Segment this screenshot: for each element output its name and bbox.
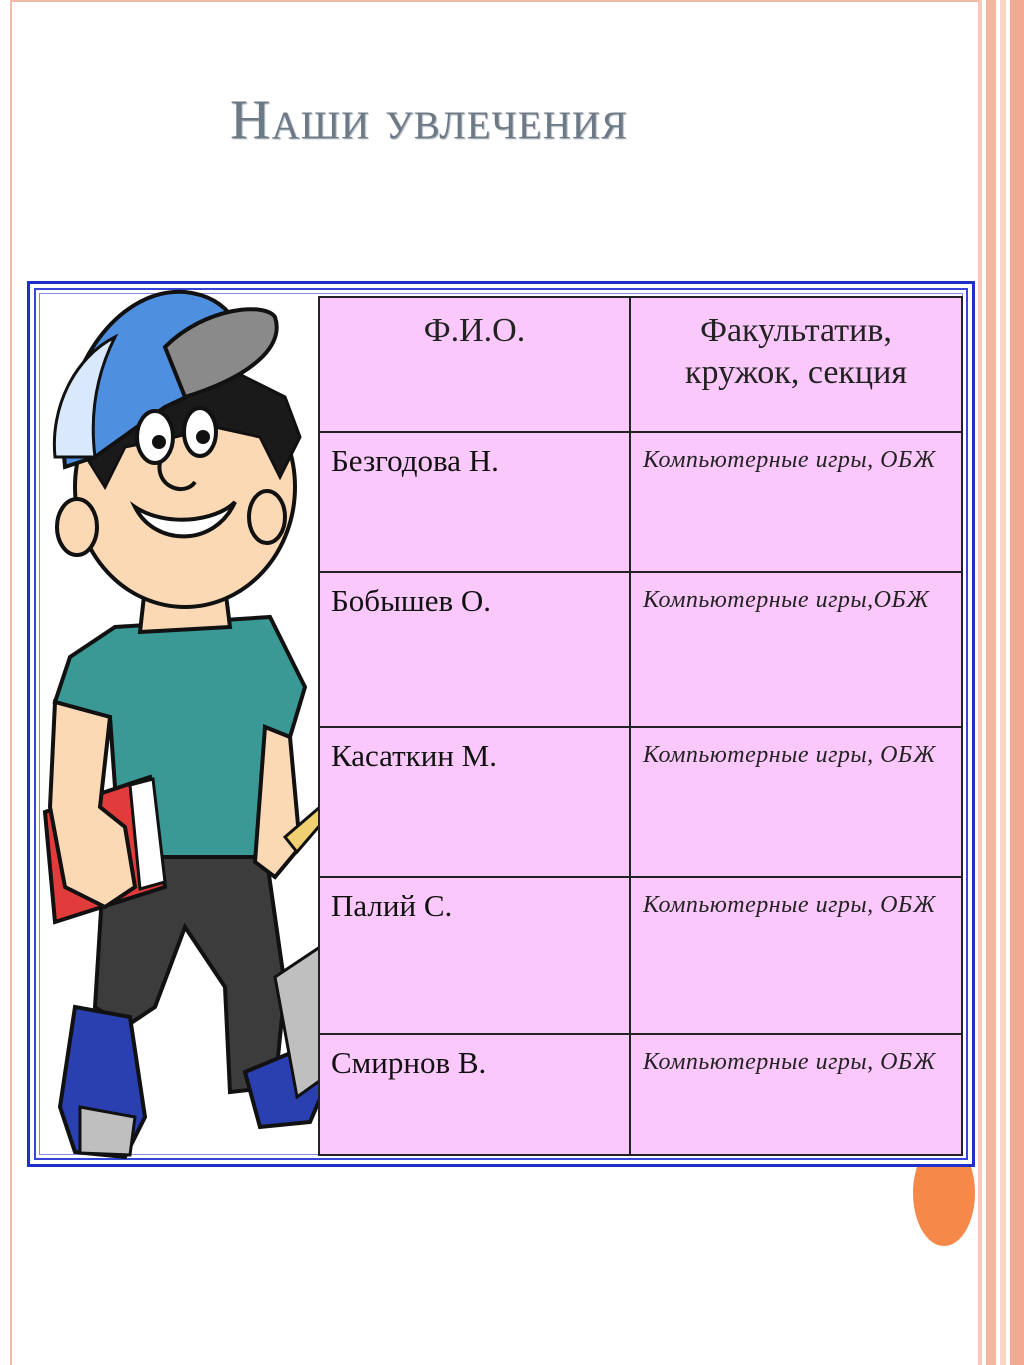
student-hobby: Компьютерные игры, ОБЖ	[630, 727, 962, 877]
table-row	[319, 1034, 962, 1155]
student-name: Бобышев О.	[319, 572, 630, 727]
table-row	[319, 727, 962, 877]
student-name: Палий С.	[319, 877, 630, 1034]
student-hobby: Компьютерные игры,ОБЖ	[630, 572, 962, 727]
student-hobby: Компьютерные игры, ОБЖ	[630, 877, 962, 1034]
frame-top-line	[10, 0, 980, 2]
header-name-label: Ф.И.О.	[423, 312, 526, 349]
student-hobby: Компьютерные игры, ОБЖ	[630, 1034, 962, 1155]
hobbies-table	[318, 296, 963, 1156]
student-hobby: Компьютерные игры, ОБЖ	[630, 432, 962, 572]
header-activity-line1: Факультатив,	[700, 312, 892, 349]
cartoon-boy-illustration	[35, 287, 335, 1162]
table-row	[319, 572, 962, 727]
decorative-stripes	[978, 0, 1024, 1365]
table-header-row	[319, 297, 962, 432]
header-activity-line2: кружок, секция	[685, 354, 907, 391]
header-activity-cell	[630, 297, 962, 432]
table-row	[319, 432, 962, 572]
student-name: Безгодова Н.	[319, 432, 630, 572]
header-name-cell	[319, 297, 630, 432]
student-name: Касаткин М.	[319, 727, 630, 877]
page-title: Наши увлечения	[230, 89, 629, 151]
table-row	[319, 877, 962, 1034]
student-name: Смирнов В.	[319, 1034, 630, 1155]
frame-left-line	[10, 0, 12, 1365]
